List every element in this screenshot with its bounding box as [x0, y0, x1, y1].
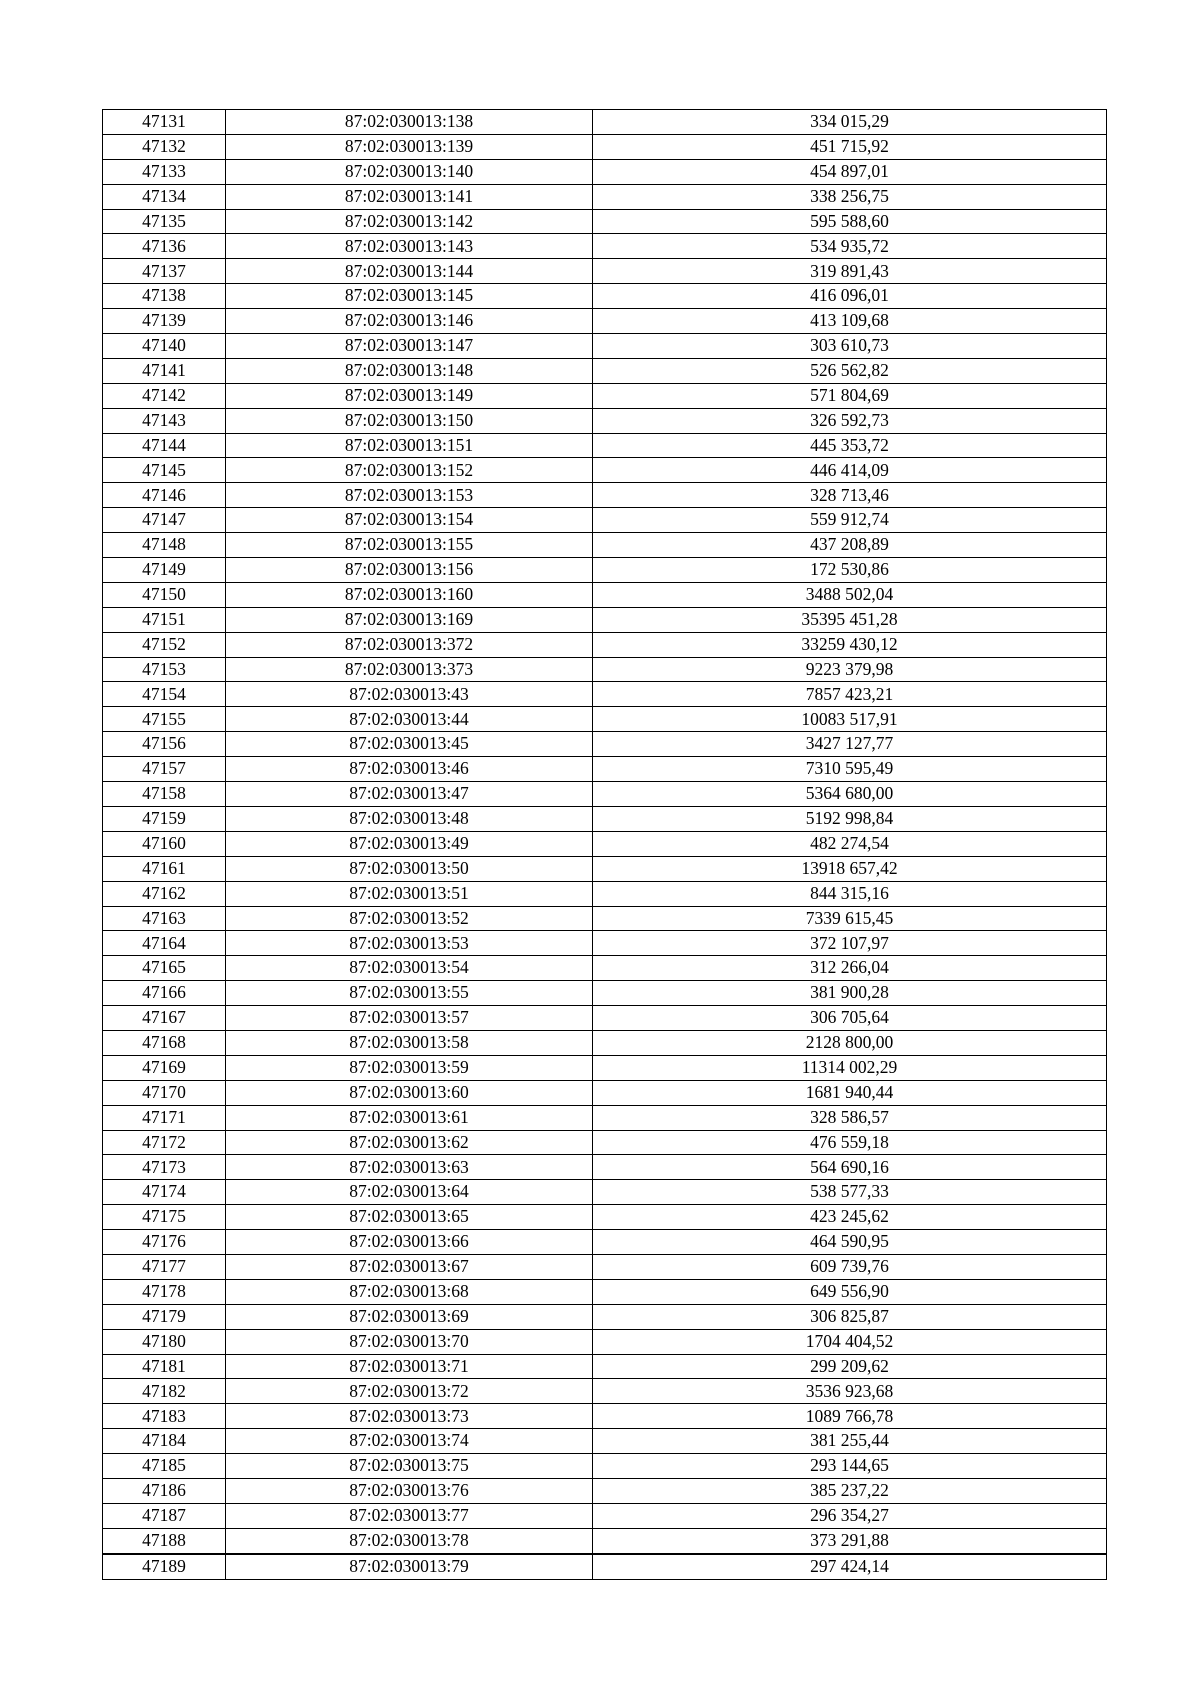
cadastral-number-cell: 87:02:030013:148: [226, 358, 593, 383]
cadastral-number-cell: 87:02:030013:71: [226, 1354, 593, 1379]
table-row: [103, 806, 1107, 831]
cadastral-number-cell: 87:02:030013:58: [226, 1030, 593, 1055]
row-number-cell: 47170: [103, 1080, 226, 1105]
cadastral-value-cell: 11314 002,29: [593, 1055, 1107, 1080]
cadastral-number-cell: 87:02:030013:53: [226, 931, 593, 956]
row-number-cell: 47189: [103, 1554, 226, 1579]
table-row: [103, 209, 1107, 234]
table-row: [103, 1130, 1107, 1155]
row-number-cell: 47184: [103, 1429, 226, 1454]
table-body: [103, 110, 1107, 1580]
row-number-cell: 47188: [103, 1528, 226, 1553]
row-number-cell: 47146: [103, 483, 226, 508]
cadastral-value-cell: 303 610,73: [593, 334, 1107, 359]
table-row: [103, 956, 1107, 981]
row-number-cell: 47139: [103, 309, 226, 334]
row-number-cell: 47183: [103, 1404, 226, 1429]
row-number-cell: 47165: [103, 956, 226, 981]
table-row: [103, 1354, 1107, 1379]
cadastral-value-cell: 649 556,90: [593, 1279, 1107, 1304]
table-row: [103, 1329, 1107, 1354]
cadastral-value-cell: 306 705,64: [593, 1006, 1107, 1031]
row-number-cell: 47185: [103, 1454, 226, 1479]
cadastral-number-cell: 87:02:030013:43: [226, 682, 593, 707]
table-row: [103, 483, 1107, 508]
cadastral-value-cell: 526 562,82: [593, 358, 1107, 383]
cadastral-number-cell: 87:02:030013:50: [226, 856, 593, 881]
row-number-cell: 47131: [103, 110, 226, 135]
table-row: [103, 1279, 1107, 1304]
row-number-cell: 47138: [103, 284, 226, 309]
row-number-cell: 47177: [103, 1254, 226, 1279]
cadastral-number-cell: 87:02:030013:63: [226, 1155, 593, 1180]
cadastral-value-cell: 476 559,18: [593, 1130, 1107, 1155]
cadastral-number-cell: 87:02:030013:78: [226, 1528, 593, 1553]
cadastral-value-cell: 172 530,86: [593, 558, 1107, 583]
cadastral-value-cell: 451 715,92: [593, 134, 1107, 159]
cadastral-number-cell: 87:02:030013:55: [226, 981, 593, 1006]
cadastral-value-cell: 306 825,87: [593, 1304, 1107, 1329]
cadastral-number-cell: 87:02:030013:73: [226, 1404, 593, 1429]
row-number-cell: 47171: [103, 1105, 226, 1130]
cadastral-value-cell: 416 096,01: [593, 284, 1107, 309]
cadastral-value-cell: 564 690,16: [593, 1155, 1107, 1180]
cadastral-number-cell: 87:02:030013:156: [226, 558, 593, 583]
table-row: [103, 757, 1107, 782]
cadastral-value-cell: 3427 127,77: [593, 732, 1107, 757]
table-row: [103, 358, 1107, 383]
table-row: [103, 831, 1107, 856]
cadastral-value-cell: 1681 940,44: [593, 1080, 1107, 1105]
cadastral-value-cell: 423 245,62: [593, 1205, 1107, 1230]
table-row: [103, 558, 1107, 583]
table-row: [103, 1155, 1107, 1180]
row-number-cell: 47132: [103, 134, 226, 159]
table-row: [103, 1230, 1107, 1255]
cadastral-number-cell: 87:02:030013:46: [226, 757, 593, 782]
row-number-cell: 47156: [103, 732, 226, 757]
cadastral-number-cell: 87:02:030013:62: [226, 1130, 593, 1155]
row-number-cell: 47149: [103, 558, 226, 583]
cadastral-number-cell: 87:02:030013:140: [226, 159, 593, 184]
cadastral-number-cell: 87:02:030013:139: [226, 134, 593, 159]
cadastral-value-cell: 559 912,74: [593, 508, 1107, 533]
table-row: [103, 906, 1107, 931]
cadastral-value-cell: 312 266,04: [593, 956, 1107, 981]
row-number-cell: 47135: [103, 209, 226, 234]
row-number-cell: 47159: [103, 806, 226, 831]
cadastral-value-cell: 9223 379,98: [593, 657, 1107, 682]
cadastral-value-cell: 334 015,29: [593, 110, 1107, 135]
table-row: [103, 1478, 1107, 1503]
row-number-cell: 47163: [103, 906, 226, 931]
row-number-cell: 47147: [103, 508, 226, 533]
row-number-cell: 47155: [103, 707, 226, 732]
table-row: [103, 383, 1107, 408]
cadastral-value-cell: 482 274,54: [593, 831, 1107, 856]
row-number-cell: 47179: [103, 1304, 226, 1329]
cadastral-value-cell: 534 935,72: [593, 234, 1107, 259]
row-number-cell: 47158: [103, 782, 226, 807]
table-row: [103, 1180, 1107, 1205]
table-row: [103, 309, 1107, 334]
cadastral-number-cell: 87:02:030013:141: [226, 184, 593, 209]
row-number-cell: 47145: [103, 458, 226, 483]
cadastral-number-cell: 87:02:030013:160: [226, 582, 593, 607]
cadastral-number-cell: 87:02:030013:153: [226, 483, 593, 508]
table-row: [103, 234, 1107, 259]
table-row: [103, 782, 1107, 807]
cadastral-number-cell: 87:02:030013:145: [226, 284, 593, 309]
row-number-cell: 47168: [103, 1030, 226, 1055]
table-row: [103, 533, 1107, 558]
cadastral-value-cell: 319 891,43: [593, 259, 1107, 284]
table-row: [103, 1080, 1107, 1105]
cadastral-number-cell: 87:02:030013:64: [226, 1180, 593, 1205]
cadastral-value-cell: 328 713,46: [593, 483, 1107, 508]
row-number-cell: 47186: [103, 1478, 226, 1503]
row-number-cell: 47137: [103, 259, 226, 284]
table-row: [103, 1205, 1107, 1230]
cadastral-number-cell: 87:02:030013:79: [226, 1554, 593, 1579]
table-row: [103, 508, 1107, 533]
row-number-cell: 47152: [103, 632, 226, 657]
cadastral-value-cell: 413 109,68: [593, 309, 1107, 334]
table-row: [103, 856, 1107, 881]
row-number-cell: 47181: [103, 1354, 226, 1379]
cadastral-number-cell: 87:02:030013:47: [226, 782, 593, 807]
cadastral-number-cell: 87:02:030013:75: [226, 1454, 593, 1479]
cadastral-number-cell: 87:02:030013:154: [226, 508, 593, 533]
table-row: [103, 284, 1107, 309]
cadastral-value-cell: 293 144,65: [593, 1454, 1107, 1479]
table-row: [103, 1429, 1107, 1454]
cadastral-number-cell: 87:02:030013:150: [226, 408, 593, 433]
cadastral-number-cell: 87:02:030013:138: [226, 110, 593, 135]
cadastral-value-cell: 7857 423,21: [593, 682, 1107, 707]
cadastral-value-cell: 2128 800,00: [593, 1030, 1107, 1055]
row-number-cell: 47180: [103, 1329, 226, 1354]
cadastral-number-cell: 87:02:030013:169: [226, 607, 593, 632]
cadastral-value-cell: 328 586,57: [593, 1105, 1107, 1130]
cadastral-number-cell: 87:02:030013:61: [226, 1105, 593, 1130]
cadastral-value-cell: 609 739,76: [593, 1254, 1107, 1279]
row-number-cell: 47157: [103, 757, 226, 782]
cadastral-value-cell: 5192 998,84: [593, 806, 1107, 831]
table-row: [103, 931, 1107, 956]
cadastral-value-cell: 338 256,75: [593, 184, 1107, 209]
cadastral-value-cell: 445 353,72: [593, 433, 1107, 458]
table-row: [103, 1528, 1107, 1553]
cadastral-value-cell: 464 590,95: [593, 1230, 1107, 1255]
table-row: [103, 408, 1107, 433]
cadastral-value-cell: 33259 430,12: [593, 632, 1107, 657]
cadastral-number-cell: 87:02:030013:147: [226, 334, 593, 359]
row-number-cell: 47162: [103, 881, 226, 906]
cadastral-value-cell: 381 255,44: [593, 1429, 1107, 1454]
row-number-cell: 47182: [103, 1379, 226, 1404]
cadastral-number-cell: 87:02:030013:155: [226, 533, 593, 558]
cadastral-number-cell: 87:02:030013:51: [226, 881, 593, 906]
cadastral-number-cell: 87:02:030013:151: [226, 433, 593, 458]
cadastral-value-cell: 373 291,88: [593, 1528, 1107, 1553]
cadastral-value-cell: 35395 451,28: [593, 607, 1107, 632]
cadastral-value-cell: 844 315,16: [593, 881, 1107, 906]
cadastral-value-cell: 3488 502,04: [593, 582, 1107, 607]
cadastral-value-cell: 454 897,01: [593, 159, 1107, 184]
cadastral-number-cell: 87:02:030013:48: [226, 806, 593, 831]
cadastral-value-cell: 326 592,73: [593, 408, 1107, 433]
table-row: [103, 582, 1107, 607]
cadastral-number-cell: 87:02:030013:44: [226, 707, 593, 732]
cadastral-number-cell: 87:02:030013:57: [226, 1006, 593, 1031]
table-row: [103, 1105, 1107, 1130]
cadastral-value-cell: 538 577,33: [593, 1180, 1107, 1205]
cadastral-value-table: [102, 109, 1107, 1580]
table-row: [103, 682, 1107, 707]
cadastral-number-cell: 87:02:030013:68: [226, 1279, 593, 1304]
cadastral-number-cell: 87:02:030013:143: [226, 234, 593, 259]
table-row: [103, 707, 1107, 732]
cadastral-number-cell: 87:02:030013:65: [226, 1205, 593, 1230]
table-row: [103, 458, 1107, 483]
table-row: [103, 159, 1107, 184]
cadastral-value-cell: 437 208,89: [593, 533, 1107, 558]
row-number-cell: 47150: [103, 582, 226, 607]
cadastral-value-cell: 372 107,97: [593, 931, 1107, 956]
table-row: [103, 334, 1107, 359]
cadastral-value-cell: 571 804,69: [593, 383, 1107, 408]
row-number-cell: 47142: [103, 383, 226, 408]
row-number-cell: 47160: [103, 831, 226, 856]
table-row: [103, 259, 1107, 284]
cadastral-number-cell: 87:02:030013:72: [226, 1379, 593, 1404]
table-row: [103, 657, 1107, 682]
cadastral-value-cell: 13918 657,42: [593, 856, 1107, 881]
row-number-cell: 47167: [103, 1006, 226, 1031]
table-row: [103, 1454, 1107, 1479]
cadastral-value-cell: 381 900,28: [593, 981, 1107, 1006]
table-row: [103, 1404, 1107, 1429]
table-row: [103, 184, 1107, 209]
cadastral-value-cell: 5364 680,00: [593, 782, 1107, 807]
cadastral-value-cell: 385 237,22: [593, 1478, 1107, 1503]
table-row: [103, 1554, 1107, 1579]
table-row: [103, 1379, 1107, 1404]
cadastral-number-cell: 87:02:030013:60: [226, 1080, 593, 1105]
cadastral-number-cell: 87:02:030013:144: [226, 259, 593, 284]
row-number-cell: 47144: [103, 433, 226, 458]
table-row: [103, 607, 1107, 632]
row-number-cell: 47175: [103, 1205, 226, 1230]
cadastral-number-cell: 87:02:030013:67: [226, 1254, 593, 1279]
row-number-cell: 47143: [103, 408, 226, 433]
row-number-cell: 47169: [103, 1055, 226, 1080]
cadastral-number-cell: 87:02:030013:59: [226, 1055, 593, 1080]
table-row: [103, 1254, 1107, 1279]
cadastral-number-cell: 87:02:030013:70: [226, 1329, 593, 1354]
cadastral-number-cell: 87:02:030013:69: [226, 1304, 593, 1329]
cadastral-value-cell: 1089 766,78: [593, 1404, 1107, 1429]
row-number-cell: 47140: [103, 334, 226, 359]
table-row: [103, 632, 1107, 657]
cadastral-value-cell: 7339 615,45: [593, 906, 1107, 931]
cadastral-number-cell: 87:02:030013:54: [226, 956, 593, 981]
table-row: [103, 110, 1107, 135]
row-number-cell: 47148: [103, 533, 226, 558]
cadastral-number-cell: 87:02:030013:77: [226, 1503, 593, 1528]
cadastral-number-cell: 87:02:030013:76: [226, 1478, 593, 1503]
cadastral-value-cell: 296 354,27: [593, 1503, 1107, 1528]
cadastral-number-cell: 87:02:030013:74: [226, 1429, 593, 1454]
row-number-cell: 47174: [103, 1180, 226, 1205]
cadastral-number-cell: 87:02:030013:49: [226, 831, 593, 856]
cadastral-value-cell: 446 414,09: [593, 458, 1107, 483]
table-row: [103, 1304, 1107, 1329]
row-number-cell: 47141: [103, 358, 226, 383]
table-row: [103, 732, 1107, 757]
row-number-cell: 47153: [103, 657, 226, 682]
row-number-cell: 47173: [103, 1155, 226, 1180]
row-number-cell: 47166: [103, 981, 226, 1006]
cadastral-value-cell: 3536 923,68: [593, 1379, 1107, 1404]
cadastral-number-cell: 87:02:030013:52: [226, 906, 593, 931]
cadastral-number-cell: 87:02:030013:152: [226, 458, 593, 483]
row-number-cell: 47176: [103, 1230, 226, 1255]
cadastral-value-cell: 299 209,62: [593, 1354, 1107, 1379]
table-row: [103, 1503, 1107, 1528]
table-row: [103, 981, 1107, 1006]
table-row: [103, 1006, 1107, 1031]
row-number-cell: 47154: [103, 682, 226, 707]
row-number-cell: 47134: [103, 184, 226, 209]
cadastral-number-cell: 87:02:030013:146: [226, 309, 593, 334]
table-row: [103, 1055, 1107, 1080]
row-number-cell: 47136: [103, 234, 226, 259]
table-row: [103, 134, 1107, 159]
cadastral-value-cell: 10083 517,91: [593, 707, 1107, 732]
cadastral-number-cell: 87:02:030013:372: [226, 632, 593, 657]
cadastral-number-cell: 87:02:030013:373: [226, 657, 593, 682]
row-number-cell: 47187: [103, 1503, 226, 1528]
cadastral-value-cell: 1704 404,52: [593, 1329, 1107, 1354]
row-number-cell: 47151: [103, 607, 226, 632]
cadastral-number-cell: 87:02:030013:149: [226, 383, 593, 408]
row-number-cell: 47172: [103, 1130, 226, 1155]
table-row: [103, 1030, 1107, 1055]
cadastral-number-cell: 87:02:030013:66: [226, 1230, 593, 1255]
cadastral-number-cell: 87:02:030013:142: [226, 209, 593, 234]
row-number-cell: 47133: [103, 159, 226, 184]
row-number-cell: 47161: [103, 856, 226, 881]
row-number-cell: 47178: [103, 1279, 226, 1304]
cadastral-value-cell: 297 424,14: [593, 1554, 1107, 1579]
table-row: [103, 881, 1107, 906]
row-number-cell: 47164: [103, 931, 226, 956]
cadastral-number-cell: 87:02:030013:45: [226, 732, 593, 757]
cadastral-value-cell: 7310 595,49: [593, 757, 1107, 782]
table-row: [103, 433, 1107, 458]
cadastral-value-cell: 595 588,60: [593, 209, 1107, 234]
